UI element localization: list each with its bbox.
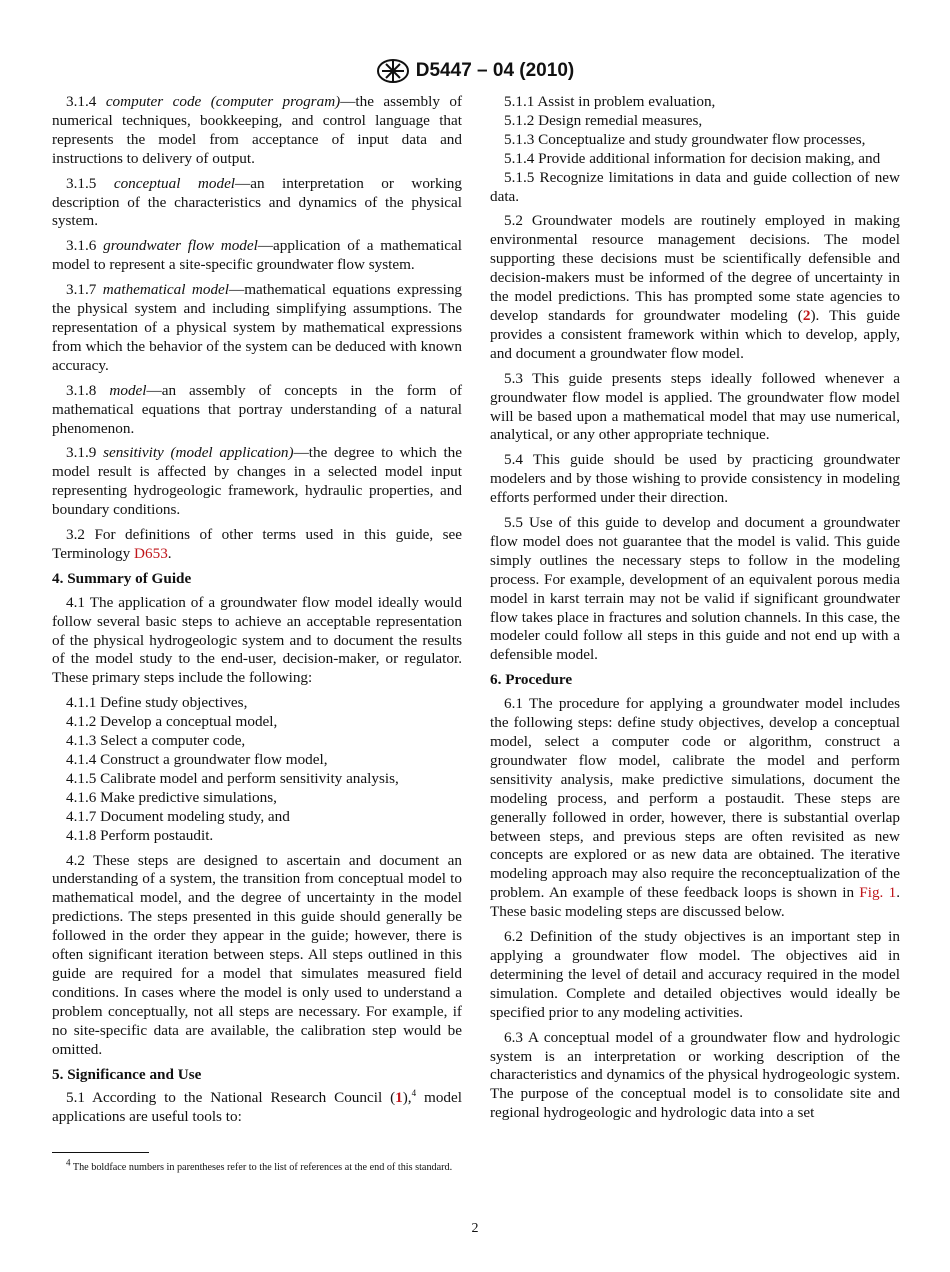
- paragraph-3-2: 3.2 For definitions of other terms used in this guide, see Terminology D653.: [52, 526, 462, 562]
- list-item: 5.1.3 Conceptualize and study groundwater flow processes,: [504, 130, 866, 148]
- left-column: [52, 93, 462, 1133]
- step-item: 4.1.7 Document modeling study, and: [66, 807, 290, 825]
- footnote: $^4$ The boldface numbers in parentheses refer to the list of references at the end of this standard.: [66, 1157, 453, 1173]
- terminology-link[interactable]: D653: [134, 544, 168, 562]
- definition-3-1-6: 3.1.6 groundwater flow model—application of a mathematical model to represent a site-specific groundwater flow system.: [52, 237, 462, 274]
- definition-3-1-7: 3.1.7 mathematical model—mathematical equations expressing the physical system and including simplifying assumptions. The representation of a physical system by mathematical expressions from which the behavior of the system can be deduced with known accuracy.: [52, 281, 463, 374]
- page-header: [0, 58, 950, 84]
- paragraph-5-3: 5.3 This guide presents steps ideally followed whenever a groundwater flow model is applied. The groundwater flow model will be based upon a mathematical model that may use numerical, analytical, or any other appropriate technique.: [490, 369, 900, 444]
- figure-link[interactable]: Fig. 1: [859, 884, 897, 902]
- step-item: 4.1.8 Perform postaudit.: [66, 826, 214, 844]
- list-item: 5.1.5 Recognize limitations in data and guide collection of new data.: [490, 168, 900, 205]
- paragraph-5-1: 5.1 According to the National Research Council (1),$^4$ model applications are useful tools to:: [52, 1088, 462, 1126]
- step-item: 4.1.1 Define study objectives,: [66, 694, 248, 712]
- paragraph-6-1: 6.1 The procedure for applying a groundwater model includes the following steps: define study objectives, develop a conceptual model, select a computer code or algorithm, construct a groundwater flow model, calibrate the model and perform sensitivity analysis, make predictive simulations, document the modeling process, and perform a postaudit. These steps are generally followed in order, however, there is substantial overlap between steps, and previous steps are often revisited as new concepts are explored or as new data are obtained. The iterative modeling approach may also require the reconceptualization of the problem. An example of these feedback loops is shown in Fig. 1. These basic modeling steps are discussed below.: [490, 695, 900, 921]
- list-item: 5.1.2 Design remedial measures,: [504, 111, 703, 129]
- footnote-marker: 4: [411, 1088, 417, 1099]
- astm-logo-icon: [376, 58, 410, 84]
- step-item: 4.1.3 Select a computer code,: [66, 732, 246, 750]
- paragraph-5-5: 5.5 Use of this guide to develop and document a groundwater flow model does not guarantee that the model is valid. This guide simply outlines the necessary steps to follow in the modeling process. For example, development of an equivalent porous media model in karst terrain may not be valid if significant groundwater flow takes place in fractures and solution channels. In this case, the modeler could follow all steps in this guide and not end up with a defensible model.: [490, 514, 900, 664]
- definition-3-1-8: 3.1.8 model—an assembly of concepts in the form of mathematical equations that portray understanding of a natural phenomenon.: [52, 381, 462, 437]
- paragraph-4-2: 4.2 These steps are designed to ascertain and document an understanding of a system, the transition from conceptual model to mathematical model, and the degree of uncertainty in the model predictions. The steps presented in this guide should generally be followed in the order they appear in the guide; however, there is often significant iteration between steps. All steps outlined in this guide are required for a model that simulates measured field conditions. In cases where the model is only used to understand a problem conceptually, not all steps are necessary. For example, if no site-specific data are available, the calibration step would be omitted.: [52, 851, 462, 1058]
- section-heading-5: 5. Significance and Use: [52, 1065, 202, 1083]
- paragraph-4-1: 4.1 The application of a groundwater flow model ideally would follow several basic steps to achieve an acceptable representation of the physical hydrogeologic system and to document the results of the model study to the end-user, decision-maker, or regulator. These primary steps include the following:: [52, 593, 462, 687]
- section-heading-4: 4. Summary of Guide: [52, 569, 192, 587]
- definition-3-1-5: 3.1.5 conceptual model—an interpretation or working description of the characteristics and dynamics of the physical system.: [52, 174, 462, 230]
- step-item: 4.1.2 Develop a conceptual model,: [66, 713, 278, 731]
- paragraph-6-3: 6.3 A conceptual model of a groundwater flow and hydrologic system is an interpretation or working description of the characteristics and dynamics of the physical hydrogeologic system. The purpose of the conceptual model is to consolidate site and regional hydrogeologic and hydrologic data into a set: [490, 1028, 900, 1122]
- list-item: 5.1.4 Provide additional information for decision making, and: [504, 149, 881, 167]
- right-column: [490, 93, 900, 1129]
- list-item: 5.1.1 Assist in problem evaluation,: [504, 93, 716, 110]
- standard-designation: D5447 – 04 (2010): [415, 60, 575, 82]
- paragraph-5-2: 5.2 Groundwater models are routinely employed in making environmental resource management decisions. The model supporting these decisions must be scientifically defensible and decision-makers must be informed of the degree of uncertainty in the model predictions. This has prompted some state agencies to develop standards for groundwater modeling (2). This guide provides a consistent framework within which to develop, apply, and document a groundwater flow model.: [490, 212, 901, 362]
- reference-link[interactable]: 2: [802, 306, 811, 324]
- section-heading-6: 6. Procedure: [490, 671, 573, 689]
- definition-3-1-4: 3.1.4 computer code (computer program)—the assembly of numerical techniques, bookkeeping, and control language that represents the model from acceptance of input data and instructions to delivery of output.: [52, 93, 462, 167]
- definition-3-1-9: 3.1.9 sensitivity (model application)—the degree to which the model result is affected by changes in a selected model input representing hydrogeologic framework, hydraulic properties, and boundary conditions.: [52, 444, 462, 519]
- page-number: 2: [471, 1221, 479, 1236]
- paragraph-6-2: 6.2 Definition of the study objectives is an important step in applying a groundwater flow model. The objectives aid in determining the level of detail and accuracy required in the model simulation. Complete and detailed objectives would ideally be specified prior to any modeling activities.: [490, 928, 900, 1021]
- step-item: 4.1.5 Calibrate model and perform sensitivity analysis,: [66, 769, 399, 787]
- footnote-divider: [52, 1152, 149, 1153]
- step-item: 4.1.4 Construct a groundwater flow model,: [66, 751, 328, 768]
- reference-link[interactable]: 1: [395, 1089, 403, 1107]
- paragraph-5-4: 5.4 This guide should be used by practicing groundwater modelers and by those wishing to provide consistency in modeling efforts performed under their direction.: [490, 451, 900, 507]
- step-item: 4.1.6 Make predictive simulations,: [66, 788, 277, 806]
